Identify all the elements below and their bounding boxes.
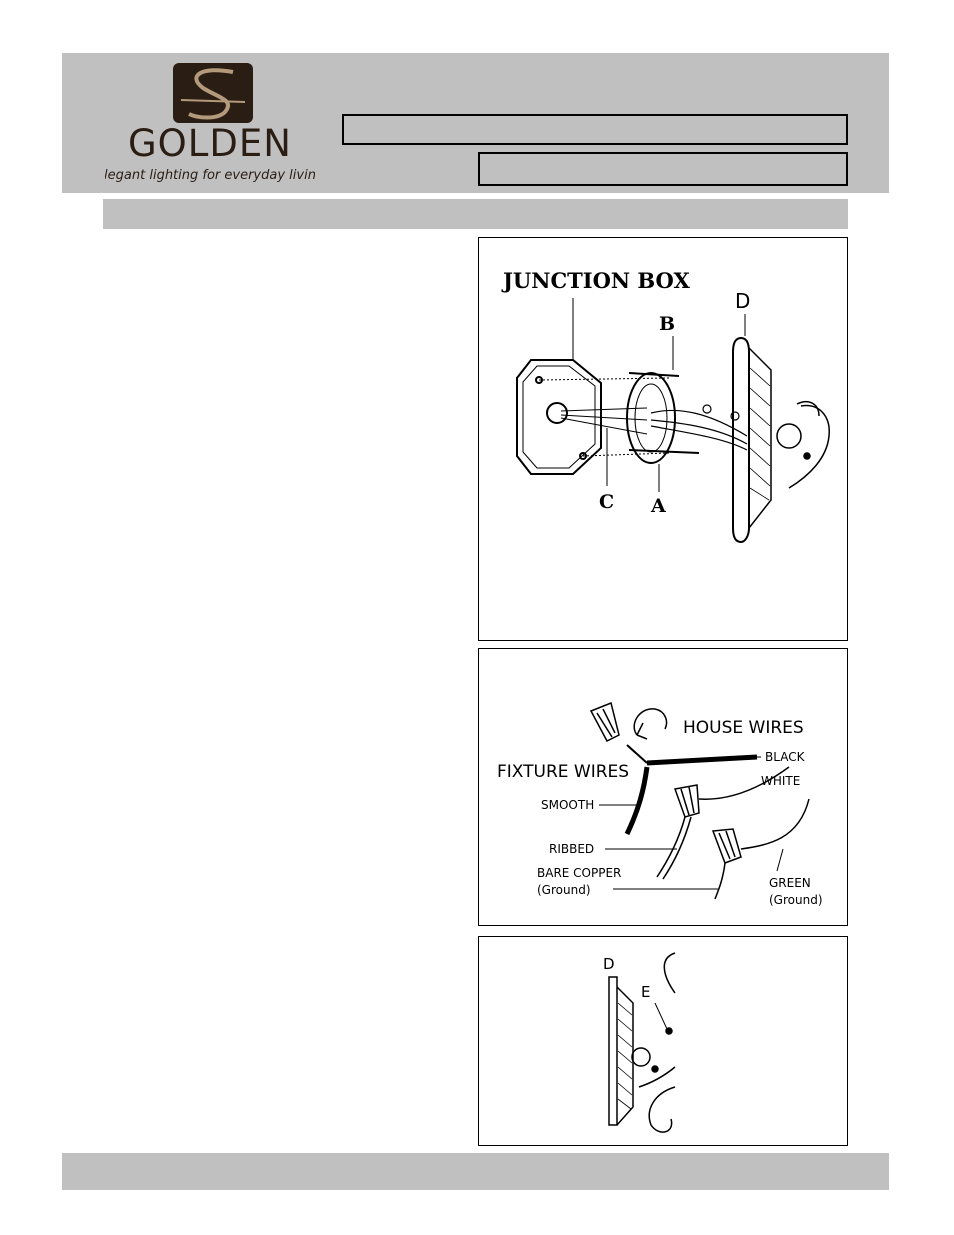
canopy-attach-diagram [478,936,848,1146]
wire-nut-ground [713,829,741,863]
black-label: BLACK [765,750,805,764]
bare-copper-label: BARE COPPER [537,866,622,880]
fixture-arm [777,402,829,488]
brand-tagline: Elegant lighting for everyday living [105,168,315,183]
wire-nut-middle [675,785,699,817]
canopy-plate-small [609,977,633,1125]
black-wire [647,757,757,763]
fixture-arm-small [632,953,675,1132]
fixture-wires-label: FIXTURE WIRES [497,762,630,782]
wiring-diagram [478,648,848,926]
junction-box-diagram [478,237,848,641]
green-sub-label: (Ground) [769,893,823,907]
wire-nut-top [591,703,667,741]
junction-box-title: JUNCTION BOX [503,268,690,293]
smooth-wire [627,767,647,834]
white-label: WHITE [761,774,801,788]
bare-copper-sub-label: (Ground) [537,883,591,897]
brand-name: GOLDEN [128,122,292,165]
label-d: D [735,289,751,313]
footer-band [62,1153,889,1190]
copper-wire [715,863,725,899]
label-c: C [599,491,615,513]
ribbed-label: RIBBED [549,842,595,856]
mounting-plate [539,373,699,463]
label-b: B [659,313,676,335]
green-label: GREEN [769,876,811,890]
label-e: E [641,983,651,1001]
golden-logo [105,58,315,190]
green-wire [741,799,809,849]
label-a: A [651,495,666,517]
house-wires-label: HOUSE WIRES [683,718,804,738]
label-d-small: D [603,955,615,973]
section-bar [103,199,848,229]
subtitle-box [478,152,848,186]
title-box [342,114,848,145]
smooth-label: SMOOTH [541,798,595,812]
